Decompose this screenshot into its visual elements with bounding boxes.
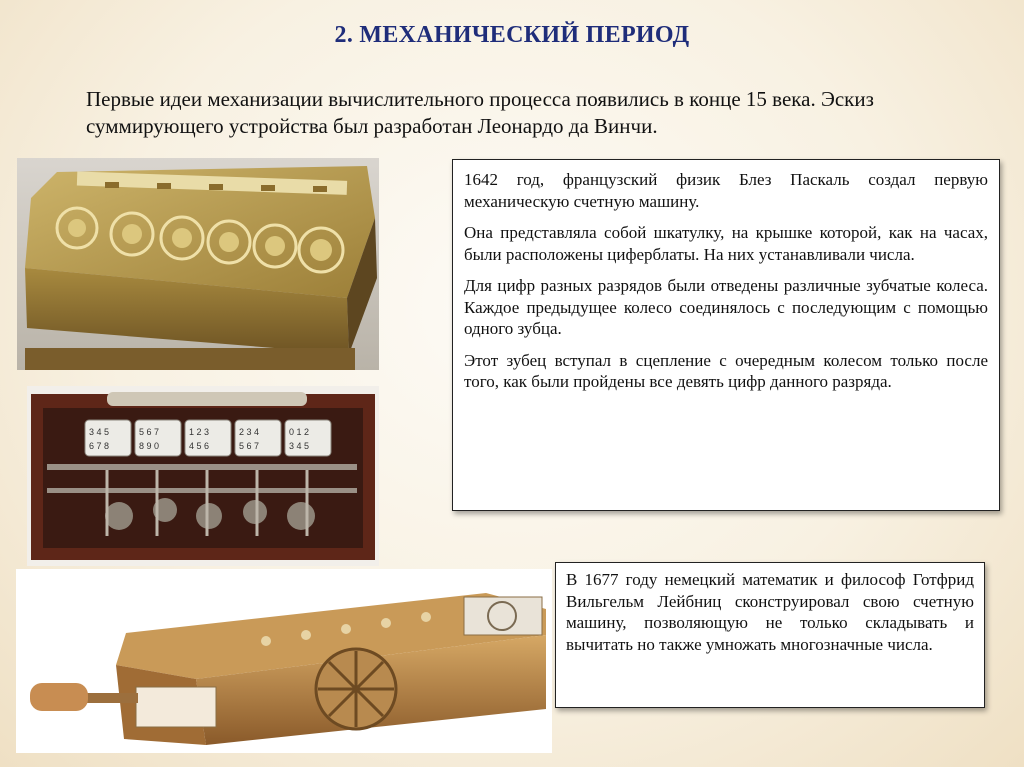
drum-digits: 5 6 7 [139,427,160,437]
pascal-paragraph: Этот зубец вступал в сцепление с очередным колесом только после того, как были пройдены все девять цифр данного разряда. [464,350,988,391]
leibniz-info-box [555,562,985,708]
drum-digits: 1 2 3 [189,427,210,437]
drum-digits: 8 9 0 [139,441,160,451]
drum-digits: 5 6 7 [239,441,260,451]
pascal-info-box [452,159,1000,511]
pascal-paragraph: 1642 год, французский физик Блез Паскаль создал первую механическую счетную машину. [464,170,988,211]
drum-digits: 6 7 8 [89,441,110,451]
leibniz-calculator-photo [16,569,552,753]
drum-digits: 0 1 2 [289,427,310,437]
pascal-paragraph: Она представляла собой шкатулку, на крышке которой, как на часах, были расположены циферблаты. На них устанавливали числа. [464,223,988,264]
slide-title: 2. МЕХАНИЧЕСКИЙ ПЕРИОД [334,22,690,48]
intro-text: Первые идеи механизации вычислительного процесса появились в конце 15 века. Эскиз суммирующего устройства был разработан Леонардо да Винчи. [86,87,874,138]
pascaline-photo [17,158,379,370]
drum-digits: 2 3 4 [239,427,260,437]
drum-digits: 3 4 5 [289,441,310,451]
pascal-paragraph: Для цифр разных разрядов были отведены различные зубчатые колеса. Каждое предыдущее колесо соединялось с последующим с помощью одного зубца. [464,276,988,338]
pascaline-mechanism-photo [27,386,379,566]
leibniz-paragraph: В 1677 году немецкий математик и философ Готфрид Вильгельм Лейбниц сконструировал свою счетную машину, позволяющую не только складывать и вычитать но также умножать многозначные числа. [566,570,974,654]
drum-digits: 3 4 5 [89,427,110,437]
drum-digits: 4 5 6 [189,441,210,451]
